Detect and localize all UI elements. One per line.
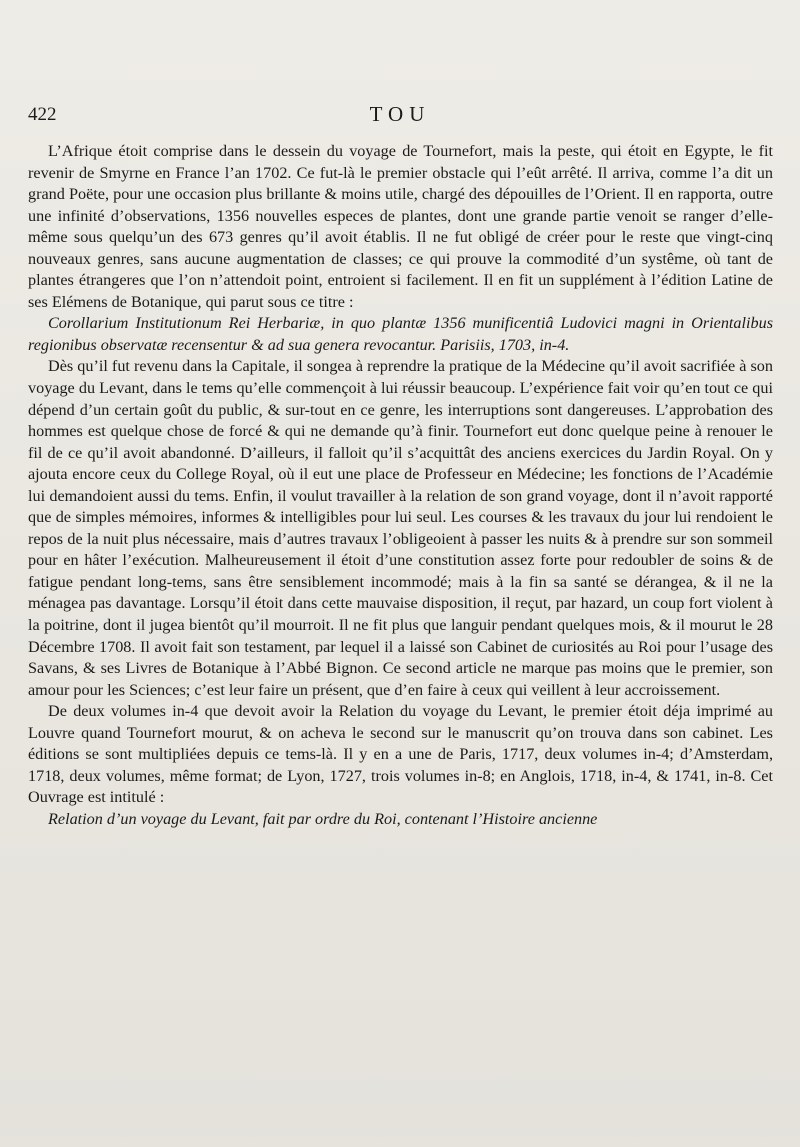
page-heading: TOU — [369, 102, 431, 126]
paragraph-tournefort-voyage: L’Afrique étoit comprise dans le dessein du voyage de Tournefort, mais la peste, qui étoit en Egypte, le fit revenir de Smyrne en France l’an 1702. Ce fut-là le premier obstacle qui l’eût arrêté. Il arriva, comme l’a dit un grand Poëte, pour une occasion plus brillante & moins utile, chargé des dépouilles de l’Orient. Il en rapporta, outre une infinité d’observations, 1356 nouvelles especes de plantes, dont une grande partie venoit se ranger d’elle-même sous quelqu’un des 673 genres qu’il avoit établis. Il ne fut obligé de créer pour le reste que vingt-cinq nouveaux genres, sans aucune augmentation de classes; ce qui prouve la commodité d’un systême, où tant de plantes étrangeres que l’on n’attendoit point, entroient si facilement. Il en fit un supplément à l’édition Latine de ses Elémens de Botanique, qui parut sous ce titre : — [28, 142, 773, 311]
paragraph-relation-editions: De deux volumes in-4 que devoit avoir la Relation du voyage du Levant, le premier étoit déja imprimé au Louvre quand Tournefort mourut, & on acheva le second sur le manuscrit qu’on trouva dans son cabinet. Les éditions se sont multipliées depuis ce tems-là. Il y en a une de Paris, 1717, deux volumes in-4; d’Amsterdam, 1718, deux volumes, même format; de Lyon, 1727, trois volumes in-8; en Anglois, 1718, in-4, & 1741, in-8. Cet Ouvrage est intitulé : — [28, 702, 773, 807]
paragraph-relation-title: Relation d’un voyage du Levant, fait par ordre du Roi, contenant l’Histoire ancienne — [48, 809, 598, 828]
page-number: 422 — [28, 104, 57, 125]
paragraph-return-to-capital: Dès qu’il fut revenu dans la Capitale, il songea à reprendre la pratique de la Médecine qu’il avoit sacrifiée à son voyage du Levant, dans le tems qu’elle commençoit à lui réussir beaucoup. L’expérience fait voir qu’en tout ce qui dépend d’un certain goût du public, & sur-tout en ce genre, les interruptions sont dangereuses. L’approbation des hommes est quelque chose de forcé & qui ne demande qu’à finir. Tournefort eut donc quelque peine à renouer le fil de ce qu’il avoit abandonné. D’ailleurs, il falloit qu’il s’acquittât des anciens exercices du Jardin Royal. On y ajouta encore ceux du College Royal, où il eut une place de Professeur en Médecine; les fonctions de l’Académie lui demandoient aussi du tems. Enfin, il voulut travailler à la relation de son grand voyage, dont il n’avoit rapporté que de simples mémoires, informes & intelligibles pour lui seul. Les courses & les travaux du jour lui rendoient le repos de la nuit plus nécessaire, mais d’autres travaux l’obligeoient à passer les nuits & à prendre sur son sommeil pour en hâter l’exécution. Malheureusement il étoit d’une constitution assez forte pour redoubler de soins & de fatigue pendant long-tems, sans être sensiblement incommodé; mais à la fin sa santé se dérangea, & il ne la ménagea pas davantage. Lorsqu’il étoit dans cette mauvaise disposition, il reçut, par hazard, un coup fort violent à la poitrine, dont il jugea bientôt qu’il mourroit. Il ne fit plus que languir pendant quelques mois, & il mourut le 28 Décembre 1708. Il avoit fait son testament, par lequel il a laissé son Cabinet de curiosités au Roi pour l’usage des Savans, & ses Livres de Botanique à l’Abbé Bignon. Ce second article ne marque pas moins que le premier, son amour pour les Sciences; c’est leur faire un présent, que d’en faire à ceux qui veillent à leur accroissement. — [28, 357, 773, 699]
paragraph-corollarium-title: Corollarium Institutionum Rei Herbariæ, in quo plantæ 1356 munificentiâ Ludovici magni in Orientalibus regionibus observatæ recensentur & ad sua genera revocantur. Parisiis, 1703, in-4. — [28, 314, 773, 354]
running-head — [28, 104, 772, 132]
body-text — [28, 141, 773, 831]
page-bottom-shadow — [0, 1121, 800, 1147]
